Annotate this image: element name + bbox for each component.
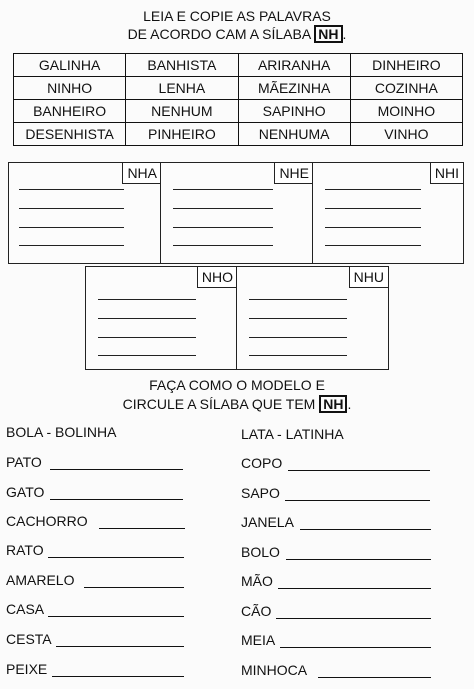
word-table-row: [14, 123, 463, 146]
writing-line[interactable]: [325, 245, 421, 246]
exercise-word-left: CASA: [6, 601, 45, 617]
answer-line[interactable]: [50, 469, 183, 470]
exercise-word-left: AMARELO: [6, 572, 75, 588]
answer-line[interactable]: [52, 676, 184, 677]
answer-line[interactable]: [318, 677, 431, 678]
syllable-label: NHO: [197, 267, 237, 288]
exercise-word-left: CACHORRO: [6, 513, 88, 529]
answer-line[interactable]: [48, 557, 184, 558]
exercise-word-left: GATO: [6, 484, 45, 500]
header-line-2-end: .: [342, 26, 347, 42]
word-cell: BANHISTA: [126, 54, 238, 77]
answer-line[interactable]: [50, 499, 183, 500]
writing-line[interactable]: [173, 245, 273, 246]
exercise-word-right: JANELA: [241, 514, 294, 530]
syllable-box-nhu: [236, 266, 389, 370]
exercise-word-right: MÃO: [241, 573, 273, 589]
header-nh-box: NH: [314, 25, 342, 43]
exercise-word-right: MEIA: [241, 632, 276, 648]
word-cell: BANHEIRO: [14, 100, 126, 123]
exercise-word-right: CÃO: [241, 603, 272, 619]
syllable-label: NHU: [349, 267, 388, 288]
answer-line[interactable]: [280, 647, 431, 648]
writing-line[interactable]: [325, 189, 421, 190]
writing-line[interactable]: [98, 337, 196, 338]
writing-line[interactable]: [249, 299, 347, 300]
exercise-word-right: BOLO: [241, 544, 280, 560]
instruction-line-2-end: .: [347, 396, 352, 412]
word-table-row: [14, 100, 463, 123]
writing-line[interactable]: [173, 227, 273, 228]
word-cell: DESENHISTA: [14, 123, 126, 146]
writing-line[interactable]: [19, 208, 124, 209]
syllable-box-nhe: [160, 162, 314, 264]
word-cell: MOINHO: [350, 100, 462, 123]
instruction-nh-box: NH: [319, 395, 347, 413]
word-cell: GALINHA: [14, 54, 126, 77]
word-cell: ARIRANHA: [238, 54, 350, 77]
writing-line[interactable]: [325, 208, 421, 209]
writing-line[interactable]: [19, 227, 124, 228]
word-cell: NINHO: [14, 77, 126, 100]
answer-line[interactable]: [288, 470, 430, 471]
answer-line[interactable]: [286, 559, 431, 560]
syllable-box-nha: [8, 162, 162, 264]
word-cell: LENHA: [126, 77, 238, 100]
writing-line[interactable]: [249, 337, 347, 338]
writing-line[interactable]: [19, 245, 124, 246]
answer-line[interactable]: [48, 616, 184, 617]
exercise-word-right: MINHOCA: [241, 662, 308, 678]
word-cell: DINHEIRO: [350, 54, 462, 77]
writing-line[interactable]: [98, 318, 196, 319]
exercise-word-left: RATO: [6, 542, 44, 558]
writing-line[interactable]: [19, 189, 124, 190]
writing-line[interactable]: [249, 318, 347, 319]
answer-line[interactable]: [99, 528, 185, 529]
exercise-word-right: SAPO: [241, 485, 280, 501]
syllable-label: NHA: [122, 163, 161, 184]
word-cell: VINHO: [350, 123, 462, 146]
exercise-word-left: PATO: [6, 454, 42, 470]
word-cell: SAPINHO: [238, 100, 350, 123]
writing-line[interactable]: [249, 355, 347, 356]
exercise-word-right: COPO: [241, 455, 283, 471]
word-cell: PINHEIRO: [126, 123, 238, 146]
exercise-word-left: PEIXE: [6, 661, 48, 677]
answer-line[interactable]: [300, 529, 431, 530]
syllable-box-nhi: [312, 162, 464, 264]
answer-line[interactable]: [276, 618, 431, 619]
word-table-row: [14, 77, 463, 100]
answer-line[interactable]: [278, 588, 431, 589]
answer-line[interactable]: [285, 500, 430, 501]
writing-line[interactable]: [173, 208, 273, 209]
word-cell: COZINHA: [350, 77, 462, 100]
header-line-2: [0, 25, 474, 43]
header-line-1: LEIA E COPIE AS PALAVRAS: [143, 8, 331, 24]
writing-line[interactable]: [173, 189, 273, 190]
exercise-model-left: BOLA - BOLINHA: [6, 424, 117, 440]
word-table: [13, 53, 463, 146]
answer-line[interactable]: [84, 587, 184, 588]
word-table-row: [14, 54, 463, 77]
syllable-label: NHI: [430, 163, 463, 184]
exercise-model-right: LATA - LATINHA: [241, 426, 344, 442]
exercise-word-left: CESTA: [6, 631, 52, 647]
word-cell: MÃEZINHA: [238, 77, 350, 100]
instruction-line-2: [0, 395, 474, 413]
syllable-box-nho: [85, 266, 238, 370]
word-cell: NENHUMA: [238, 123, 350, 146]
instruction-line-2-text: CIRCULE A SÍLABA QUE TEM: [122, 396, 316, 412]
writing-line[interactable]: [98, 299, 196, 300]
answer-line[interactable]: [56, 646, 184, 647]
instruction-line-1: FAÇA COMO O MODELO E: [149, 377, 325, 393]
word-cell: NENHUM: [126, 100, 238, 123]
writing-line[interactable]: [325, 227, 421, 228]
writing-line[interactable]: [98, 355, 196, 356]
header-line-2-text: DE ACORDO CAM A SÍLABA: [127, 26, 311, 42]
syllable-label: NHE: [274, 163, 313, 184]
